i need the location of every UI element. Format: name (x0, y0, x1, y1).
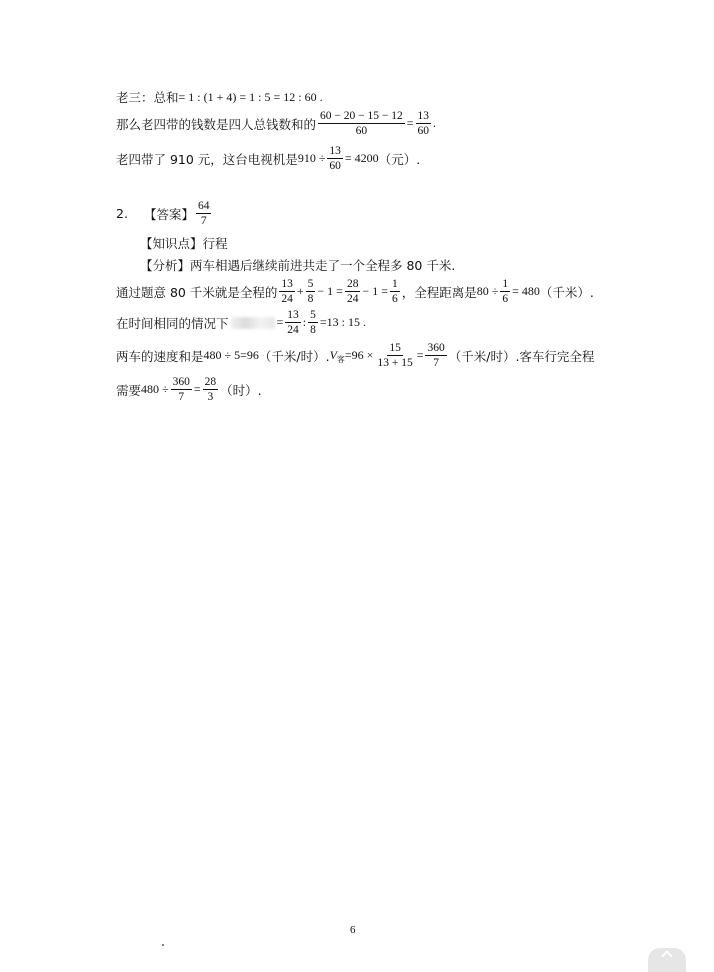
fraction-13-24 (279, 278, 295, 305)
fraction-numerator: 1 (500, 278, 510, 292)
line-tv-price (116, 145, 420, 172)
math-96: 480 ÷ 5=96 (203, 348, 259, 363)
fraction-13-24 (285, 309, 301, 336)
fraction-numerator: 13 (279, 278, 295, 292)
fraction-1-6 (500, 278, 510, 305)
fraction-denominator: 13 + 15 (377, 357, 413, 370)
fraction-numerator: 13 (416, 110, 432, 124)
fraction-denominator: 60 (417, 125, 430, 138)
fraction-denominator: 7 (433, 357, 439, 370)
fraction-numerator: 13 (285, 309, 301, 323)
velocity-symbol: V (329, 348, 337, 363)
fraction-denominator: 3 (207, 391, 214, 404)
plus: + (296, 284, 304, 299)
text-speed-sum: 两车的速度和是 (116, 348, 204, 364)
fraction-denominator: 7 (178, 391, 185, 404)
line-same-time (116, 309, 366, 336)
text-full-distance: ，全程距离是 (401, 284, 477, 300)
fraction-denominator: 24 (287, 324, 299, 337)
unit-yuan: （元）. (378, 151, 421, 167)
fraction-remaining (318, 110, 405, 137)
fraction-denominator: 24 (281, 293, 293, 306)
colon: : (302, 315, 307, 330)
fraction-15-28 (375, 342, 414, 369)
fraction-denominator: 60 (355, 125, 368, 138)
line-laosan (116, 88, 323, 106)
analysis-line (140, 256, 455, 274)
fraction-numerator: 64 (196, 200, 212, 214)
fraction-13-60 (416, 110, 432, 137)
fraction-1-6 (390, 278, 400, 305)
fraction-numerator: 360 (425, 342, 446, 356)
fraction-5-8 (306, 278, 316, 305)
analysis-text: 【分析】两车相遇后继续前进共走了一个全程多 80 千米. (140, 258, 456, 273)
fraction-numerator: 1 (390, 278, 400, 292)
page-number: 6 (350, 924, 356, 936)
unit-km: （千米）. (539, 284, 594, 300)
redacted-smudge (231, 317, 275, 329)
math-4200: = 4200 (344, 151, 379, 166)
unit-kmh: （千米/时）. (258, 348, 330, 364)
math-minus-one: − 1 = (317, 284, 343, 299)
fraction-denominator: 7 (200, 215, 207, 228)
text-laosi-share: 那么老四带的钱数是四人总钱数和的 (116, 116, 317, 132)
fraction-denominator: 6 (391, 293, 398, 306)
unit-hour: （时）. (220, 382, 262, 398)
fraction-360-7 (425, 342, 446, 369)
fraction-28-3 (203, 376, 219, 403)
math-ratio-13-15: =13 : 15 . (319, 315, 366, 330)
text-total-distance: 通过题意 80 千米就是全程的 (116, 284, 278, 300)
knowledge-point: 【知识点】行程 (140, 236, 228, 251)
knowledge-point-line (140, 234, 228, 252)
fraction-numerator: 5 (306, 278, 316, 292)
answer-fraction (196, 200, 212, 227)
math-480-div: 480 ÷ (141, 382, 169, 397)
fraction-numerator: 28 (203, 376, 219, 390)
equals: = (416, 348, 424, 363)
math-minus-one: − 1 = (362, 284, 388, 299)
fraction-denominator: 6 (502, 293, 509, 306)
fraction-numerator: 28 (345, 278, 361, 292)
line-speed-sum (116, 342, 594, 369)
text-laosan: 老三：总和 (116, 90, 179, 105)
fraction-numerator: 360 (171, 376, 192, 390)
fraction-denominator: 60 (329, 160, 341, 173)
equals: = (276, 315, 284, 330)
equals: = (193, 382, 201, 397)
math-80-div: 80 ÷ (476, 284, 499, 299)
fraction-denominator: 8 (310, 324, 316, 337)
math-96-times: =96 × (344, 348, 374, 363)
text-tv-price: 老四带了 910 元，这台电视机是 (116, 151, 298, 167)
fraction-numerator: 15 (387, 342, 403, 356)
stray-dot (162, 944, 164, 946)
math-ratio: = 1 : (1 + 4) = 1 : 5 = 12 : 60 . (178, 89, 323, 104)
fraction-numerator: 60 − 20 − 15 − 12 (318, 110, 405, 124)
answer-line (116, 200, 213, 227)
text-needs: 需要 (116, 382, 142, 398)
equals: = (406, 116, 414, 131)
fraction-numerator: 13 (327, 145, 343, 159)
fraction-denominator: 24 (346, 293, 359, 306)
answer-label: 【答案】 (143, 206, 194, 222)
line-total-distance (116, 278, 594, 305)
text-same-time: 在时间相同的情况下 (116, 315, 229, 331)
velocity-subscript: 客 (336, 355, 345, 365)
text-bus-speed: （千米/时）.客车行完全程 (448, 348, 595, 364)
math-910: 910 ÷ (297, 151, 326, 166)
line-time-needed (116, 376, 262, 403)
period: . (433, 116, 437, 131)
scroll-to-top-button[interactable] (648, 948, 686, 972)
fraction-numerator: 5 (308, 309, 318, 323)
line-laosi-share (116, 110, 436, 137)
fraction-28-24 (345, 278, 361, 305)
math-480: = 480 (512, 284, 540, 299)
question-number: 2. (116, 206, 128, 222)
fraction-denominator: 8 (307, 293, 314, 306)
fraction-13-60 (327, 145, 343, 172)
fraction-360-7 (171, 376, 192, 403)
fraction-5-8 (308, 309, 318, 336)
